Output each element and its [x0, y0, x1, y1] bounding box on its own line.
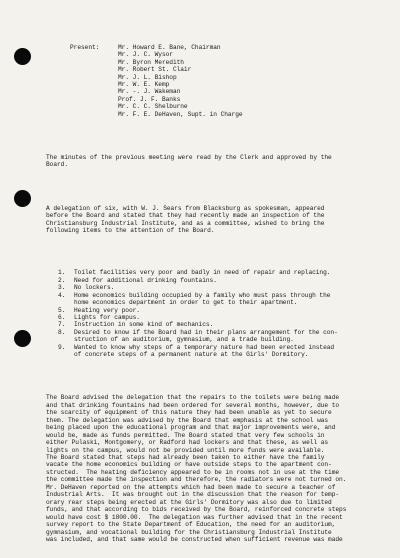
board-response-line: lights on the campus, would not be provided until more funds were available.	[46, 446, 325, 454]
item-number: 8.	[58, 328, 66, 336]
item-text: struction of an auditorium, gymnasium, and a trade building.	[74, 336, 294, 344]
minutes-line: The minutes of the previous meeting were read by the Clerk and approved by the	[46, 154, 332, 161]
attendee-name: Mr. -. J. Wakeman	[118, 88, 181, 96]
list-item	[46, 284, 392, 291]
item-number: 2.	[58, 276, 66, 284]
board-response-line: would be, made as funds permitted. The Board stated that very few schools in	[46, 431, 325, 439]
item-number: 1.	[58, 269, 66, 277]
item-number: 9.	[58, 343, 66, 351]
board-response-line: funds, and that according to bids received by the Board, reinforced concrete steps	[46, 506, 347, 514]
attendee-row	[46, 66, 392, 73]
attendee-name: Mr. C. C. Shelburne	[118, 103, 188, 111]
item-number: 6.	[58, 313, 66, 321]
attendee-name: Mr. Robert St. Clair	[118, 66, 192, 74]
attendee-name: Mr. Howard E. Bane, Chairman	[118, 43, 221, 51]
item-text: home economics department in order to get to their apartment.	[74, 299, 298, 307]
document-text	[46, 0, 392, 558]
list-item	[46, 344, 392, 351]
attendee-name: Prof. J. F. Banks	[118, 95, 181, 103]
item-text: Toilet facilities very poor and badly in need of repair and replacing.	[74, 269, 331, 277]
board-response-line: structed. The heating deficiency appeared to be in rooms not in use at the time	[46, 468, 340, 476]
attendee-row	[46, 44, 392, 51]
board-response-line: the scarcity of equipment of this nature they had been unable as yet to secure	[46, 409, 332, 417]
attendee-row	[46, 111, 392, 118]
minutes-line: Board.	[46, 161, 68, 169]
list-item	[46, 321, 392, 328]
minutes-paragraph	[46, 154, 392, 169]
board-response-line: The Board stated that steps had already been taken to either have the family	[46, 454, 325, 462]
list-item	[46, 329, 392, 336]
board-response-line: them. The delegation was advised by the Board that emphasis at the school was	[46, 416, 329, 424]
list-item	[46, 277, 392, 284]
item-text: Instruction in some kind of mechanics.	[74, 321, 214, 329]
item-number: 5.	[58, 306, 66, 314]
board-response-line: gymnasium, and vocational building for the Christiansburg Industrial Institute	[46, 528, 332, 536]
item-text: Heating very poor.	[74, 306, 140, 314]
attendee-row	[46, 51, 392, 58]
attendee-name: Mr. J. L. Bishop	[118, 73, 177, 81]
binder-hole-top	[14, 48, 31, 65]
attendee-row	[46, 74, 392, 81]
list-item	[46, 307, 392, 314]
list-item	[46, 269, 392, 276]
delegation-line: following items to the attention of the Board.	[46, 227, 215, 235]
list-item	[46, 336, 392, 343]
board-response-line: vacate the home economics building or have outside steps to the apartment con-	[46, 461, 332, 469]
list-item	[46, 351, 392, 358]
attendee-name: Mr. Byron Meredith	[118, 58, 184, 66]
delegation-line: A delegation of six, with W. J. Sears from Blacksburg as spokesman, appeared	[46, 204, 325, 212]
item-text: Desired to know if the Board had in their plans arrangement for the con-	[74, 328, 338, 336]
item-text: Home economics building occupied by a family who must pass through the	[74, 291, 331, 299]
item-text: Need for additional drinking fountains.	[74, 276, 217, 284]
attendee-name: Mr. F. E. DeHaven, Supt. in Charge	[118, 110, 243, 118]
item-text: Lights for campus.	[74, 313, 140, 321]
attendee-row	[46, 81, 392, 88]
binder-hole-middle	[14, 190, 31, 207]
list-item	[46, 299, 392, 306]
board-response-line: and that drinking fountains had been ordered for several months, however, due to	[46, 401, 340, 409]
delegation-paragraph	[46, 205, 392, 235]
board-response-line: Mr. DeHaven reported on the attempts which had been made to secure a teacher of	[46, 483, 336, 491]
delegation-line: Christiansburg Industrial Institute, and as a committee, wished to bring the	[46, 219, 325, 227]
item-text: of concrete steps of a permanent nature at the Girls' Dormitory.	[74, 351, 309, 359]
board-response-paragraph	[46, 394, 392, 543]
board-response-line: The Board advised the delegation that the repairs to the toilets were being made	[46, 394, 340, 402]
binder-hole-bottom	[14, 330, 31, 347]
delegation-items-list	[46, 269, 392, 358]
board-response-line: either Pulaski, Montgomery, or Radford had lockers and that these, as well as	[46, 439, 329, 447]
board-response-line: orary rear steps being erected at the Girls' Dormitory was also due to limited	[46, 498, 332, 506]
item-number: 7.	[58, 321, 66, 329]
board-response-line: was included, and that same would be constructed when sufficient revenue was made	[46, 536, 343, 544]
list-item	[46, 292, 392, 299]
attendee-name: Mr. W. E. Kemp	[118, 81, 170, 88]
board-response-line: would have cost $ 1800.00. The delegation was further advised that in the recent	[46, 513, 343, 521]
item-text: Wanted to know why steps of a temporary nature had been erected instead	[74, 343, 335, 351]
item-number: 3.	[58, 284, 66, 292]
attendee-row	[46, 88, 392, 95]
delegation-line: before the Board and stated that they had recently made an inspection of the	[46, 212, 325, 220]
board-response-line: Industrial Arts. It was brought out in the discussion that the reason for temp-	[46, 491, 340, 499]
board-response-line: the committee made the inspection and therefore, the radiators were not turned on.	[46, 476, 347, 484]
attendee-name: Mr. J. C. Wysor	[118, 51, 173, 59]
attendee-row	[46, 96, 392, 103]
item-number: 4.	[58, 291, 66, 299]
item-text: No lockers.	[74, 284, 115, 292]
attendee-row	[46, 103, 392, 110]
list-item	[46, 314, 392, 321]
attendance-list	[46, 44, 392, 118]
present-label: Present:	[70, 43, 100, 51]
attendee-row	[46, 59, 392, 66]
board-response-line: being placed upon the educational program and that major improvements were, and	[46, 424, 336, 432]
board-response-line: survey report to the State Department of Education, the need for an auditorium,	[46, 521, 336, 529]
